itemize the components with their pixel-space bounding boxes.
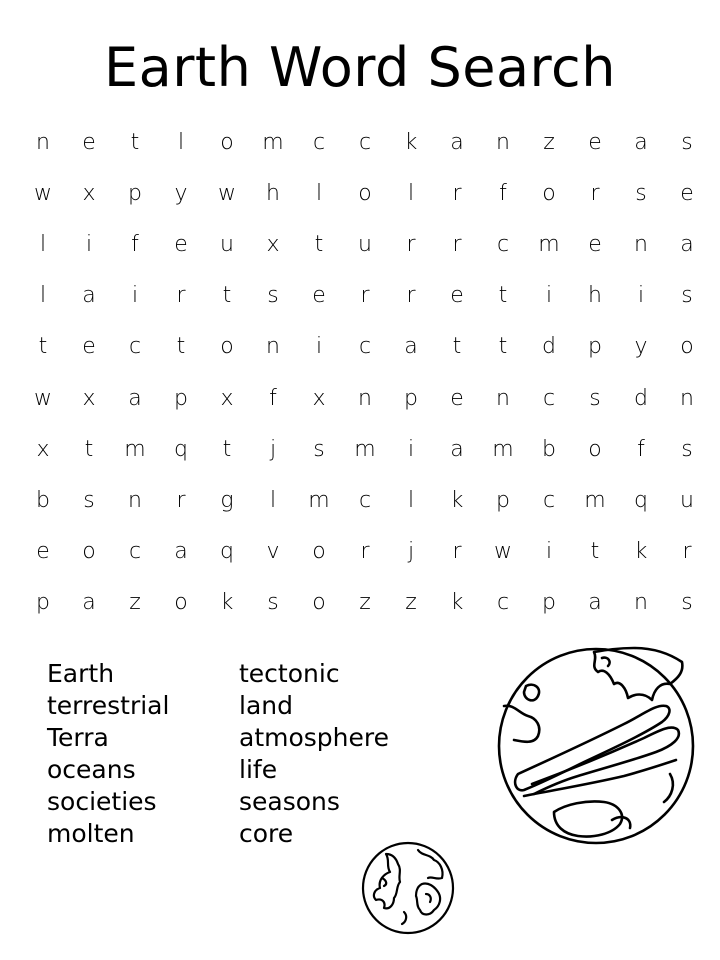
grid-letter: z [543,130,555,155]
word-list-item: core [239,819,294,848]
grid-letter: q [220,538,234,564]
grid-letter: c [128,538,142,564]
grid-letter: s [635,181,647,207]
grid-letter: o [82,538,96,564]
grid-letter: m [124,436,146,462]
grid-letter: o [312,589,326,615]
grid-letter: l [177,130,185,155]
grid-letter: p [174,385,188,411]
grid-letter: r [452,181,462,207]
grid-letter: r [360,538,370,564]
grid-letter: s [681,589,693,615]
grid-letter: a [450,130,464,155]
grid-letter: s [83,487,95,513]
large-earth-icon [494,644,698,848]
grid-letter: s [589,385,601,411]
word-list-item: tectonic [239,659,340,688]
grid-letter: c [496,232,510,258]
grid-letter: i [85,232,93,258]
word-list-right [239,658,389,850]
grid-letter: t [222,436,232,462]
word-list-item: atmosphere [239,723,389,752]
grid-letter: o [220,130,234,155]
grid-row [20,424,700,475]
grid-row [20,475,700,526]
grid-letter: m [492,436,514,462]
grid-letter: p [36,589,50,615]
grid-letter: r [176,487,186,513]
grid-letter: n [680,385,694,411]
grid-letter: b [36,487,50,513]
grid-letter: s [267,589,279,615]
grid-letter: e [174,232,188,258]
grid-letter: l [39,232,47,258]
grid-letter: z [405,589,417,615]
grid-letter: n [634,232,648,258]
grid-row [20,526,700,577]
grid-letter: x [312,385,326,411]
word-list-item: Earth [47,659,115,688]
grid-letter: i [637,283,645,309]
grid-letter: e [450,283,464,309]
grid-letter: l [39,283,47,309]
grid-letter: x [220,385,234,411]
grid-letter: k [450,589,464,615]
grid-letter: s [681,283,693,309]
grid-letter: r [176,283,186,309]
grid-letter: f [637,436,645,462]
grid-letter: o [220,334,234,360]
grid-letter: w [218,181,236,207]
grid-letter: x [82,181,96,207]
word-list-item: life [239,755,278,784]
grid-letter: r [406,283,416,309]
grid-letter: z [359,589,371,615]
grid-letter: c [358,487,372,513]
grid-letter: t [176,334,186,360]
grid-letter: f [499,181,507,207]
grid-letter: p [496,487,510,513]
grid-letter: n [496,130,510,155]
grid-letter: a [634,130,648,155]
grid-letter: t [314,232,324,258]
grid-letter: x [36,436,50,462]
grid-letter: c [358,130,372,155]
grid-letter: a [588,589,602,615]
grid-letter: y [634,334,648,360]
grid-letter: n [36,130,50,155]
word-list-item: seasons [239,787,340,816]
word-list-item: molten [47,819,135,848]
grid-letter: u [680,487,694,513]
grid-letter: p [128,181,142,207]
grid-letter: r [682,538,692,564]
grid-letter: n [496,385,510,411]
grid-letter: a [82,589,96,615]
grid-letter: r [406,232,416,258]
grid-letter: m [262,130,284,155]
grid-letter: l [315,181,323,207]
grid-letter: a [128,385,142,411]
grid-letter: t [84,436,94,462]
grid-letter: j [407,538,415,564]
grid-letter: t [130,130,140,155]
grid-row [20,168,700,219]
grid-letter: k [220,589,234,615]
grid-letter: w [494,538,512,564]
grid-letter: e [82,130,96,155]
word-list-item: land [239,691,293,720]
grid-letter: c [542,385,556,411]
grid-letter: e [450,385,464,411]
grid-letter: o [174,589,188,615]
grid-letter: b [542,436,556,462]
grid-letter: v [266,538,280,564]
grid-letter: a [404,334,418,360]
grid-letter: f [131,232,139,258]
grid-letter: e [588,130,602,155]
grid-letter: w [34,181,52,207]
grid-letter: s [267,283,279,309]
grid-row [20,373,700,424]
grid-letter: x [82,385,96,411]
grid-letter: k [404,130,418,155]
grid-letter: w [34,385,52,411]
grid-letter: m [308,487,330,513]
grid-letter: o [358,181,372,207]
grid-letter: t [590,538,600,564]
grid-letter: u [220,232,234,258]
grid-letter: c [542,487,556,513]
grid-row [20,321,700,372]
grid-row [20,219,700,270]
grid-letter: i [545,538,553,564]
grid-letter: h [266,181,280,207]
grid-letter: d [634,385,648,411]
grid-letter: o [588,436,602,462]
grid-letter: l [407,487,415,513]
grid-letter: e [680,181,694,207]
word-list-item: oceans [47,755,136,784]
grid-letter: n [634,589,648,615]
grid-letter: n [266,334,280,360]
grid-row [20,270,700,321]
grid-letter: u [358,232,372,258]
grid-letter: f [269,385,277,411]
grid-letter: r [360,283,370,309]
grid-row [20,577,700,628]
grid-letter: n [128,487,142,513]
grid-letter: k [634,538,648,564]
grid-letter: z [129,589,141,615]
grid-letter: s [681,436,693,462]
word-list-item: terrestrial [47,691,170,720]
grid-letter: q [174,436,188,462]
grid-letter: k [450,487,464,513]
grid-letter: l [269,487,277,513]
grid-letter: d [542,334,556,360]
grid-letter: x [266,232,280,258]
grid-letter: a [450,436,464,462]
grid-letter: o [312,538,326,564]
grid-letter: p [404,385,418,411]
grid-letter: i [315,334,323,360]
page-title: Earth Word Search [104,36,616,99]
grid-letter: a [82,283,96,309]
word-list-item: societies [47,787,157,816]
grid-letter: e [36,538,50,564]
grid-letter: e [312,283,326,309]
grid-letter: i [545,283,553,309]
grid-letter: o [680,334,694,360]
grid-letter: a [680,232,694,258]
grid-letter: r [452,232,462,258]
grid-letter: r [590,181,600,207]
word-list-left [47,658,169,850]
grid-letter: t [38,334,48,360]
grid-letter: m [584,487,606,513]
grid-letter: i [131,283,139,309]
grid-letter: c [312,130,326,155]
grid-letter: c [496,589,510,615]
grid-letter: e [588,232,602,258]
grid-letter: t [498,334,508,360]
grid-letter: c [358,334,372,360]
grid-letter: p [542,589,556,615]
grid-letter: i [407,436,415,462]
grid-row [20,117,700,168]
grid-letter: l [407,181,415,207]
grid-letter: t [452,334,462,360]
grid-letter: h [588,283,602,309]
grid-letter: t [222,283,232,309]
grid-letter: r [452,538,462,564]
grid-letter: t [498,283,508,309]
grid-letter: a [174,538,188,564]
grid-letter: m [354,436,376,462]
grid-letter: g [220,487,234,513]
grid-letter: p [588,334,602,360]
grid-letter: q [634,487,648,513]
grid-letter: e [82,334,96,360]
grid-letter: n [358,385,372,411]
grid-letter: s [313,436,325,462]
grid-letter: s [681,130,693,155]
grid-letter: c [128,334,142,360]
grid-letter: j [269,436,277,462]
grid-letter: o [542,181,556,207]
small-earth-icon [360,840,456,936]
grid-letter: y [174,181,188,207]
grid-letter: m [538,232,560,258]
word-list-item: Terra [47,723,109,752]
